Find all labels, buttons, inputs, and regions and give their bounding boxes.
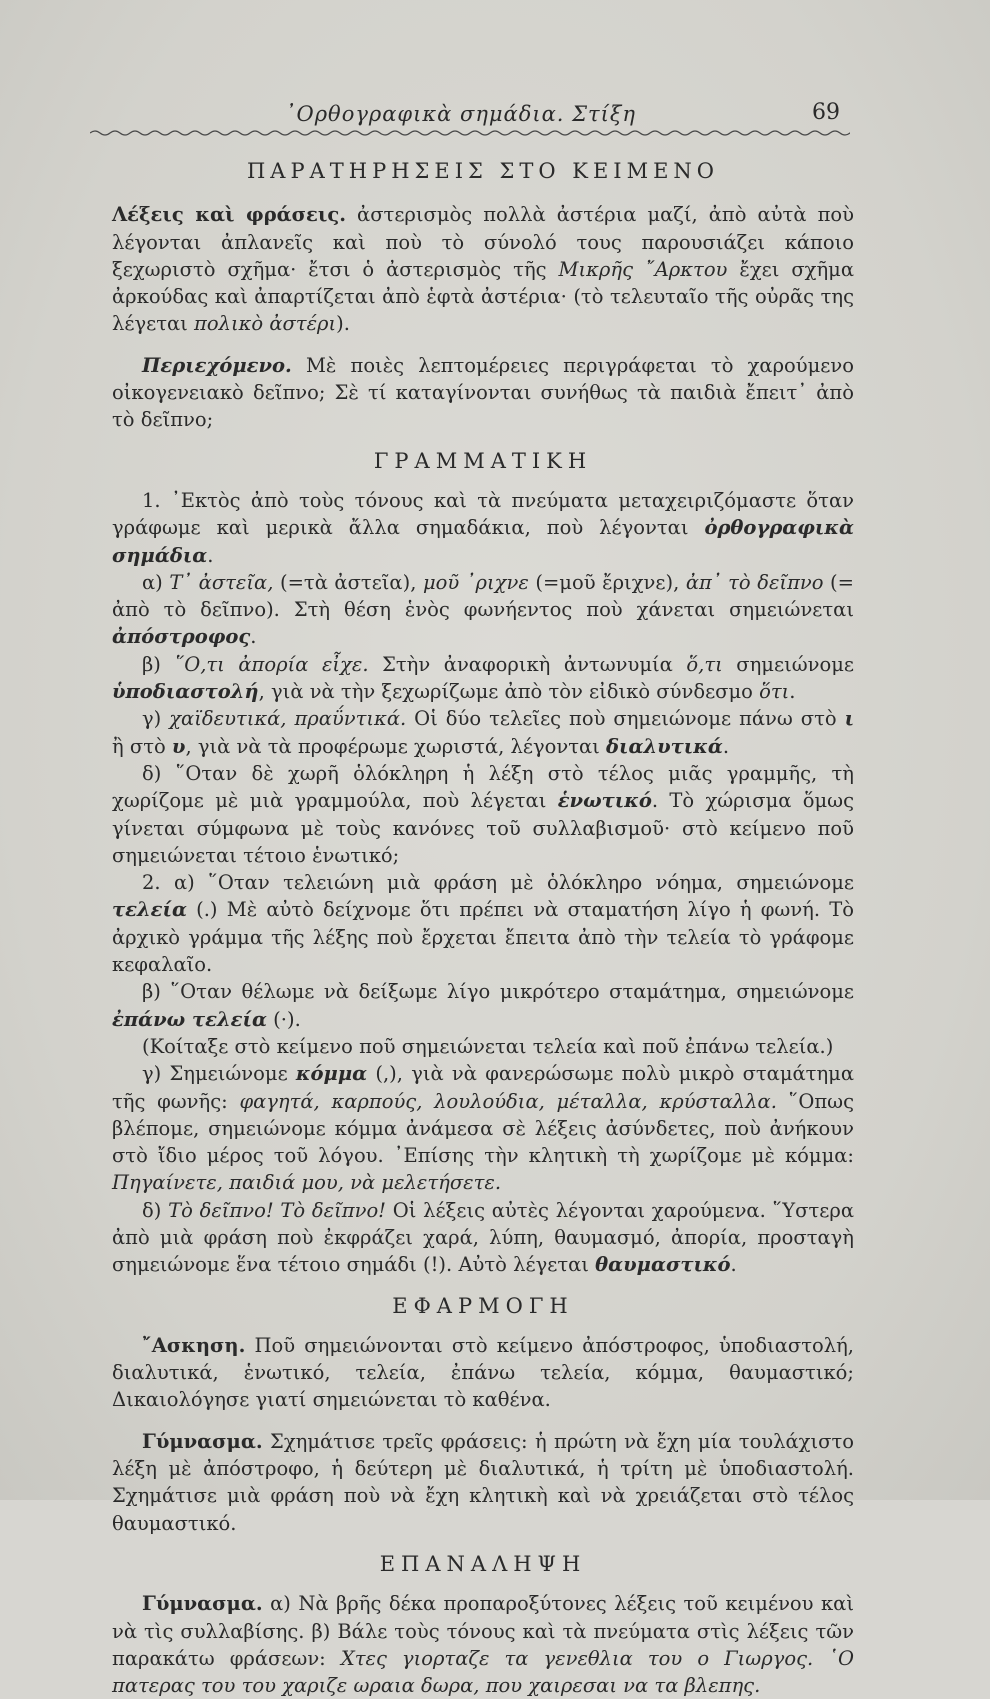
grammar-p2: 2. α) ῞Οταν τελειώνη μιὰ φράση μὲ ὁλόκληρο νόημα, σημειώνομε τελεία (.) Μὲ αὐτὸ δείχνομε ὅτι πρέπει νὰ σταματήση λίγο ἡ φωνή. Τὸ ἀρχικὸ γράμμα τῆς λέξης ποὺ ἔρχεται ἔπειτα ἀπὸ τὴν τελεία τὸ γράφομε κεφαλαῖο. <box>112 871 854 977</box>
grammar-paren: (Κοίταξε στὸ κείμενο ποῦ σημειώνεται τελεία καὶ ποῦ ἐπάνω τελεία.) <box>142 1034 834 1058</box>
grammar-p1: 1. ᾿Εκτὸς ἀπὸ τοὺς τόνους καὶ τὰ πνεύματα μεταχειριζόμαστε ὅταν γράφωμε καὶ μερικὰ ἄλλα σημαδάκια, ποὺ λέγονται ὀρθογραφικὰ σημάδια. <box>112 488 854 567</box>
section-title-grammar: ΓΡΑΜΜΑΤΙΚΗ <box>373 448 593 473</box>
review-drill: Γύμνασμα. α) Νὰ βρῆς δέκα προπαροξύτονες λέξεις τοῦ κειμένου καὶ νὰ τὶς συλλαβίσης. β) Βάλε τοὺς τόνους καὶ τὰ πνεύματα στὶς λέξεις τῶν παρακάτω φράσεων: Χτες γιορταζε τα γενεθλια του ο Γιωργος. ῾Ο πατερας του του χαριζε ωραια δωρα, που χαιρεσαι να τα βλεπης. <box>112 1592 854 1698</box>
section-title-review: ΕΠΑΝΑΛΗΨΗ <box>379 1551 587 1576</box>
running-title: ᾿Ορθογραφικὰ σημάδια. Στίξη <box>285 102 636 126</box>
words-label: Λέξεις καὶ φράσεις. <box>112 203 346 227</box>
wavy-rule <box>90 128 850 138</box>
page-number: 69 <box>812 100 840 125</box>
section-title-remarks: ΠΑΡΑΤΗΡΗΣΕΙΣ ΣΤΟ ΚΕΙΜΕΝΟ <box>246 159 720 183</box>
content-label: Περιεχόμενο. <box>142 353 292 377</box>
grammar-b: β) ῞Ο,τι ἀπορία εἶχε. Στὴν ἀναφορικὴ ἀντωνυμία ὅ,τι σημειώνομε ὑποδιαστολή, γιὰ νὰ τὴν ξεχωρίζωμε ἀπὸ τὸν εἰδικὸ σύνδεσμο ὅτι. <box>112 652 854 704</box>
grammar-a: α) Τ᾿ ἀστεῖα, (=τὰ ἀστεῖα), μοῦ ᾿ριχνε (=μοῦ ἔριχνε), ἀπ᾿ τὸ δεῖπνο (= ἀπὸ τὸ δεῖπνο). Στὴ θέση ἑνὸς φωνήεντος ποὺ χάνεται σημειώνεται ἀπόστροφος. <box>112 570 854 649</box>
paragraph-content: Περιεχόμενο. Μὲ ποιὲς λεπτομέρειες περιγράφεται τὸ χαρούμενο οἰκογενειακὸ δεῖπνο; Σὲ τί καταγίνονται συνήθως τὰ παιδιὰ ἔπειτ᾿ ἀπὸ τὸ δεῖπνο; <box>112 353 854 432</box>
application-drill: Γύμνασμα. Σχημάτισε τρεῖς φράσεις: ἡ πρώτη νὰ ἔχη μία τουλάχιστο λέξη μὲ ἀπόστροφο, ἡ δεύτερη μὲ διαλυτικά, ἡ τρίτη μὲ ὑποδιαστολή. Σχημάτισε μιὰ φράση ποὺ νὰ ἔχη κλητικὴ καὶ νὰ χρειάζεται στὸ τέλος θαυμαστικό. <box>112 1429 854 1535</box>
grammar-p2b: β) ῞Οταν θέλωμε νὰ δείξωμε λίγο μικρότερο σταμάτημα, σημειώνομε ἐπάνω τελεία (·). <box>112 980 854 1031</box>
paragraph-words: Λέξεις καὶ φράσεις. ἀστερισμὸς πολλὰ ἀστέρια μαζί, ἀπὸ αὐτὰ ποὺ λέγονται ἀπλανεῖς καὶ ποὺ τὸ σύνολό τους παρουσιάζει κάποιο ξεχωριστὸ σχῆμα· ἔτσι ὁ ἀστερισμὸς τῆς Μικρῆς ῎Αρκτου ἔχει σχῆμα ἀρκούδας καὶ ἀπαρτίζεται ἀπὸ ἑφτὰ ἀστέρια· (τὸ τελευταῖο τῆς οὐρᾶς της λέγεται πολικὸ ἀστέρι). <box>112 203 855 336</box>
application-exercise: ῎Ασκηση. Ποῦ σημειώνονται στὸ κείμενο ἀπόστροφος, ὑποδιαστολή, διαλυτικά, ἑνωτικό, τελεία, ἐπάνω τελεία, κόμμα, θαυμαστικό; Δικαιολόγησε γιατί σημειώνεται τὸ καθένα. <box>112 1333 854 1412</box>
grammar-p2c: γ) Σημειώνομε κόμμα (,), γιὰ νὰ φανερώσωμε πολὺ μικρὸ σταμάτημα τῆς φωνῆς: φαγητά, καρπούς, λουλούδια, μέταλλα, κρύσταλλα. ῞Οπως βλέπομε, σημειώνομε κόμμα ἀνάμεσα σὲ λέξεις ἀσύνδετες, ποὺ ἀνήκουν στὸ ἴδιο μέρος τοῦ λόγου. ᾿Επίσης τὴν κλητικὴ τὴ χωρίζομε μὲ κόμμα: Πηγαίνετε, παιδιά μου, νὰ μελετήσετε. <box>112 1062 855 1195</box>
spacer <box>112 1414 854 1428</box>
section-title-application: ΕΦΑΡΜΟΓΗ <box>392 1293 574 1318</box>
grammar-d: δ) ῞Οταν δὲ χωρῆ ὁλόκληρη ἡ λέξη στὸ τέλος μιᾶς γραμμῆς, τὴ χωρίζομε μὲ μιὰ γραμμούλα, ποὺ λέγεται ἑνωτικό. Τὸ χώρισμα ὅμως γίνεται σύμφωνα μὲ τοὺς κανόνες τοῦ συλλαβισμοῦ· στὸ κείμενο ποῦ σημειώνεται τέτοιο ἑνωτικό; <box>112 761 854 867</box>
page-header <box>90 96 840 136</box>
grammar-p2d: δ) Τὸ δεῖπνο! Τὸ δεῖπνο! Οἱ λέξεις αὐτὲς λέγονται χαρούμενα. ῞Υστερα ἀπὸ μιὰ φράση ποὺ ἐκφράζει χαρά, λύπη, θαυμασμό, ἀπορία, προσταγὴ σημειώνομε ἕνα τέτοιο σημάδι (!). Αὐτὸ λέγεται θαυμαστικό. <box>112 1198 854 1277</box>
page-content <box>112 158 854 1699</box>
grammar-c: γ) χαϊδευτικά, πραΰντικά. Οἱ δύο τελεῖες ποὺ σημειώνομε πάνω στὸ ι ἢ στὸ υ, γιὰ νὰ τὰ προφέρωμε χωριστά, λέγονται διαλυτικά. <box>112 707 855 758</box>
